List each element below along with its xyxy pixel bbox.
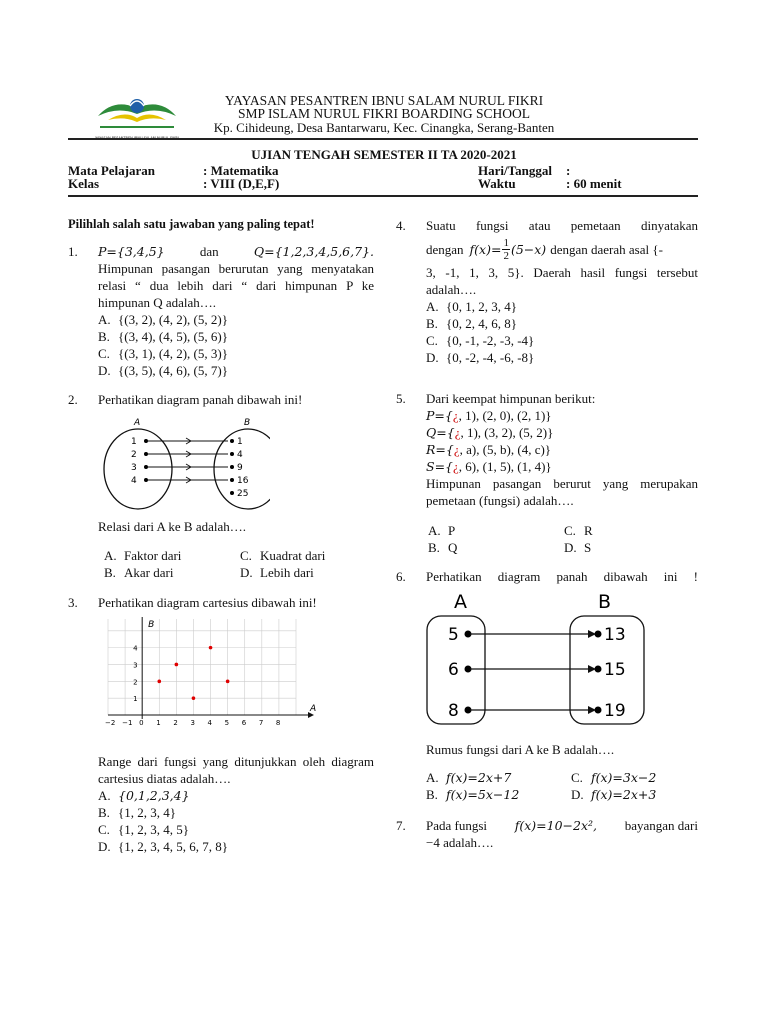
option-letter: C. (564, 523, 576, 538)
q6-text: Perhatikan diagram panah dibawah ini ! (426, 569, 698, 584)
option-letter: C. (98, 822, 110, 837)
q4-option-a[interactable] (426, 298, 698, 315)
q6-question-block (396, 741, 698, 758)
q4-option-c[interactable] (426, 332, 698, 349)
q4-fx: f(x)= (469, 241, 502, 257)
logo-caption: YAYASAN PESANTREN IBNU SALAM NURUL FIKRI (95, 136, 179, 140)
q2-number: 2. (68, 392, 78, 407)
subject-value: : Matematika (203, 163, 279, 178)
x-tick-label: 6 (241, 719, 247, 727)
q2-b-item: 1 (237, 437, 243, 447)
set-name: P={ (426, 408, 453, 423)
data-point (209, 646, 213, 650)
option-letter: A. (98, 312, 111, 327)
q3-question-block (68, 753, 374, 855)
option-letter: D. (98, 839, 111, 854)
option-letter: C. (571, 770, 583, 785)
q5-set-2 (426, 441, 698, 458)
q7-fx: f(x)=10−2x², (514, 818, 598, 833)
q1-option-a[interactable] (98, 311, 374, 328)
exam-title: UJIAN TENGAH SEMESTER II TA 2020-2021 (251, 147, 517, 162)
option-text: {1, 2, 3, 4} (118, 805, 176, 820)
q5-option-c[interactable] (564, 522, 704, 539)
option-letter: B. (426, 316, 438, 331)
set-name: Q={ (426, 425, 455, 440)
option-text: {(3, 4), (4, 5), (5, 6)} (118, 329, 228, 344)
q4-frac-den: 2 (503, 249, 509, 262)
school-address: Kp. Cihideung, Desa Bantarwaru, Kec. Cinangka, Serang-Banten (213, 120, 555, 135)
q2-b-item: 25 (237, 489, 249, 499)
q6-b-item: 15 (604, 660, 626, 680)
q6-a-item: 8 (448, 701, 459, 721)
q5-options (396, 522, 698, 556)
q2-option-d[interactable] (240, 564, 380, 581)
option-text: {(3, 1), (4, 2), (5, 3)} (118, 346, 228, 361)
x-tick-label: 4 (207, 719, 213, 727)
option-letter: C. (98, 346, 110, 361)
q1-number: 1. (68, 244, 78, 259)
q6-b-dot (595, 707, 602, 714)
q6-option-b[interactable] (426, 786, 571, 803)
option-letter: D. (98, 363, 111, 378)
option-text: {0, 1, 2, 3, 4} (446, 299, 517, 314)
q2-a-dot (144, 452, 148, 456)
q6-a-item: 5 (448, 625, 459, 645)
x-tick-label: 1 (156, 719, 161, 727)
q4-domain: dengan daerah asal {- (550, 241, 663, 257)
q2-a-item: 2 (131, 450, 137, 460)
x-tick-label: 5 (224, 719, 230, 727)
option-text: R (584, 523, 593, 538)
option-text: {0, 2, 4, 6, 8} (446, 316, 517, 331)
q7-line2: −4 adalah…. (426, 835, 494, 850)
q1-text: Himpunan pasangan berurutan yang menyatakan relasi “ dua lebih dari “ dari himpunan P ke himpunan Q adalah…. (98, 261, 374, 310)
q2-b-item: 9 (237, 463, 243, 473)
q4-fraction (502, 237, 510, 262)
q2-b-item: 16 (237, 476, 249, 486)
y-tick-label: 3 (133, 661, 138, 670)
x-tick-label: −1 (122, 719, 133, 727)
q2-option-c[interactable] (240, 547, 380, 564)
q6-b-dot (595, 666, 602, 673)
q2-option-b[interactable] (104, 564, 240, 581)
option-text: f(x)=5x−12 (446, 787, 520, 802)
option-text: {1, 2, 3, 4, 5} (118, 822, 189, 837)
option-text: f(x)=2x+3 (591, 787, 657, 802)
q6-set-a-label: A (454, 591, 467, 613)
data-point (226, 680, 230, 684)
foundation-name: YAYASAN PESANTREN IBNU SALAM NURUL FIKRI (224, 93, 544, 108)
option-letter: B. (428, 540, 440, 555)
time-label: Waktu (478, 176, 516, 191)
option-letter: C. (240, 548, 252, 563)
option-text: P (448, 523, 456, 538)
q6-number: 6. (396, 569, 406, 584)
q2-a-dot (144, 465, 148, 469)
option-text: Q (448, 540, 458, 555)
q6-arrow-diagram (424, 588, 654, 734)
option-letter: A. (98, 788, 111, 803)
set-mark: ¿ (454, 425, 461, 440)
q3-option-b[interactable] (98, 804, 374, 821)
q3-cartesian-chart (100, 615, 330, 734)
set-mark: ¿ (453, 459, 459, 474)
option-text: {(3, 2), (4, 2), (5, 2)} (118, 312, 228, 327)
option-letter: D. (564, 540, 577, 555)
option-text: Lebih dari (260, 565, 314, 580)
q2-arrow-diagram (100, 414, 270, 518)
q3-option-c[interactable] (98, 821, 374, 838)
q2-options (68, 547, 374, 581)
question-5 (396, 390, 698, 509)
x-axis-label: A (310, 704, 317, 714)
option-text: {1, 2, 3, 4, 5, 6, 7, 8} (118, 839, 228, 854)
set-rest: , 6), (1, 5), (1, 4)} (458, 459, 552, 474)
x-tick-label: 8 (275, 719, 281, 727)
question-7 (396, 817, 698, 851)
q7-pre: Pada fungsi (426, 818, 488, 833)
option-letter: B. (98, 329, 110, 344)
q5-option-b[interactable] (428, 539, 564, 556)
q3-text: Perhatikan diagram cartesius dibawah ini! (98, 595, 317, 610)
q1-option-d[interactable] (98, 362, 374, 379)
q2-a-item: 3 (131, 463, 137, 473)
q4-number: 4. (396, 218, 406, 233)
y-tick-label: 1 (133, 695, 138, 704)
info-divider (68, 195, 698, 197)
q2-a-dot (144, 439, 148, 443)
option-text: f(x)=2x+7 (446, 770, 512, 785)
option-letter: D. (240, 565, 253, 580)
option-text: f(x)=3x−2 (591, 770, 657, 785)
set-name: R={ (426, 442, 454, 457)
y-tick-label: 4 (133, 644, 138, 653)
y-tick-label: 2 (133, 678, 138, 687)
q2-question: Relasi dari A ke B adalah…. (98, 519, 247, 534)
option-text: Kuadrat dari (260, 548, 326, 563)
q4-option-b[interactable] (426, 315, 698, 332)
class-label: Kelas (68, 176, 100, 191)
q4-dengan: dengan (426, 241, 464, 257)
question-6 (396, 568, 698, 585)
option-letter: A. (426, 770, 439, 785)
q6-b-item: 19 (604, 701, 626, 721)
q4-fx-rest: (5−x) (510, 241, 547, 257)
option-text: {(3, 5), (4, 6), (5, 7)} (118, 363, 228, 378)
q2-a-item: 4 (131, 476, 137, 486)
option-text: S (584, 540, 592, 555)
q5-question: Himpunan pasangan berurut yang merupakan pemetaan (fungsi) adalah…. (426, 476, 698, 508)
q4-line3: 3, -1, 1, 3, 5}. Daerah hasil fungsi tersebut adalah…. (426, 265, 698, 297)
option-letter: D. (426, 350, 439, 365)
question-3 (68, 594, 374, 611)
q6-options (396, 769, 698, 803)
option-text: {0, -2, -4, -6, -8} (446, 350, 535, 365)
header-divider (68, 138, 698, 140)
data-point (157, 680, 161, 684)
q6-b-dot (595, 631, 602, 638)
q1-set-p: P={3,4,5} (98, 244, 165, 259)
q5-set-0 (426, 407, 698, 424)
q2-b-dot (230, 439, 234, 443)
q3-question: Range dari fungsi yang ditunjukkan oleh diagram cartesius diatas adalah…. (98, 754, 374, 786)
data-point (192, 696, 196, 700)
class-value: : VIII (D,E,F) (203, 176, 280, 191)
q2-a-item: 1 (131, 437, 137, 447)
q6-option-c[interactable] (571, 769, 711, 786)
instruction: Pilihlah salah satu jawaban yang paling tepat! (68, 217, 315, 231)
q4-option-d[interactable] (426, 349, 698, 366)
q1-option-b[interactable] (98, 328, 374, 345)
data-point (175, 663, 179, 667)
q7-post: bayangan dari (624, 818, 698, 833)
y-axis-label: B (148, 620, 155, 630)
q6-option-a[interactable] (426, 769, 571, 786)
option-letter: A. (426, 299, 439, 314)
q4-frac-num: 1 (503, 236, 509, 249)
time-value: : 60 menit (566, 176, 622, 191)
question-2 (68, 391, 374, 408)
q3-option-a[interactable] (98, 787, 374, 804)
option-letter: A. (104, 548, 117, 563)
option-text: Faktor dari (124, 548, 182, 563)
q5-number: 5. (396, 391, 406, 406)
x-tick-label: 2 (173, 719, 178, 727)
q2-b-dot (230, 478, 234, 482)
q2-option-a[interactable] (104, 547, 240, 564)
option-text: Akar dari (124, 565, 174, 580)
option-letter: D. (571, 787, 584, 802)
set-rest: , a), (5, b), (4, c)} (459, 442, 552, 457)
option-text: {0, -1, -2, -3, -4} (446, 333, 535, 348)
q6-a-item: 6 (448, 660, 459, 680)
q6-question: Rumus fungsi dari A ke B adalah…. (426, 742, 615, 757)
option-letter: C. (426, 333, 438, 348)
option-text: {0,1,2,3,4} (118, 788, 190, 803)
date-value: : (566, 163, 571, 178)
set-mark: ¿ (453, 442, 460, 457)
x-tick-label: 3 (190, 719, 195, 727)
q3-number: 3. (68, 595, 78, 610)
q2-question-block (68, 518, 374, 535)
q5-option-d[interactable] (564, 539, 704, 556)
set-rest: , 1), (2, 0), (2, 1)} (458, 408, 552, 423)
q6-b-item: 13 (604, 625, 626, 645)
option-letter: A. (428, 523, 441, 538)
q1-set-q: Q={1,2,3,4,5,6,7}. (253, 244, 374, 259)
q6-set-b-label: B (598, 591, 612, 613)
date-label: Hari/Tanggal (478, 163, 552, 178)
q6-option-d[interactable] (571, 786, 711, 803)
q2-text: Perhatikan diagram panah dibawah ini! (98, 392, 303, 407)
q4-line1: Suatu fungsi atau pemetaan dinyatakan (426, 218, 698, 233)
question-4 (396, 217, 698, 366)
q2-set-b-label: B (244, 418, 251, 428)
set-mark: ¿ (452, 408, 459, 423)
question-1 (68, 243, 374, 379)
school-name: SMP ISLAM NURUL FIKRI BOARDING SCHOOL (238, 106, 530, 121)
q5-set-1 (426, 424, 698, 441)
subject-label: Mata Pelajaran (68, 163, 156, 178)
q5-option-a[interactable] (428, 522, 564, 539)
q7-number: 7. (396, 818, 406, 833)
option-letter: B. (104, 565, 116, 580)
q1-option-c[interactable] (98, 345, 374, 362)
option-letter: B. (98, 805, 110, 820)
x-tick-label: 0 (139, 719, 144, 727)
q2-b-item: 4 (237, 450, 243, 460)
q2-a-dot (144, 478, 148, 482)
set-rest: , 1), (3, 2), (5, 2)} (460, 425, 554, 440)
set-name: S={ (426, 459, 453, 474)
q2-b-dot (230, 465, 234, 469)
x-tick-label: −2 (105, 719, 116, 727)
x-tick-label: 7 (258, 719, 264, 727)
q2-b-dot (230, 452, 234, 456)
q2-b-dot (230, 491, 234, 495)
q2-set-a-label: A (134, 418, 141, 428)
q3-option-d[interactable] (98, 838, 374, 855)
q5-text: Dari keempat himpunan berikut: (426, 391, 596, 406)
q1-dan: dan (199, 244, 219, 259)
option-letter: B. (426, 787, 438, 802)
q5-set-3 (426, 458, 698, 475)
